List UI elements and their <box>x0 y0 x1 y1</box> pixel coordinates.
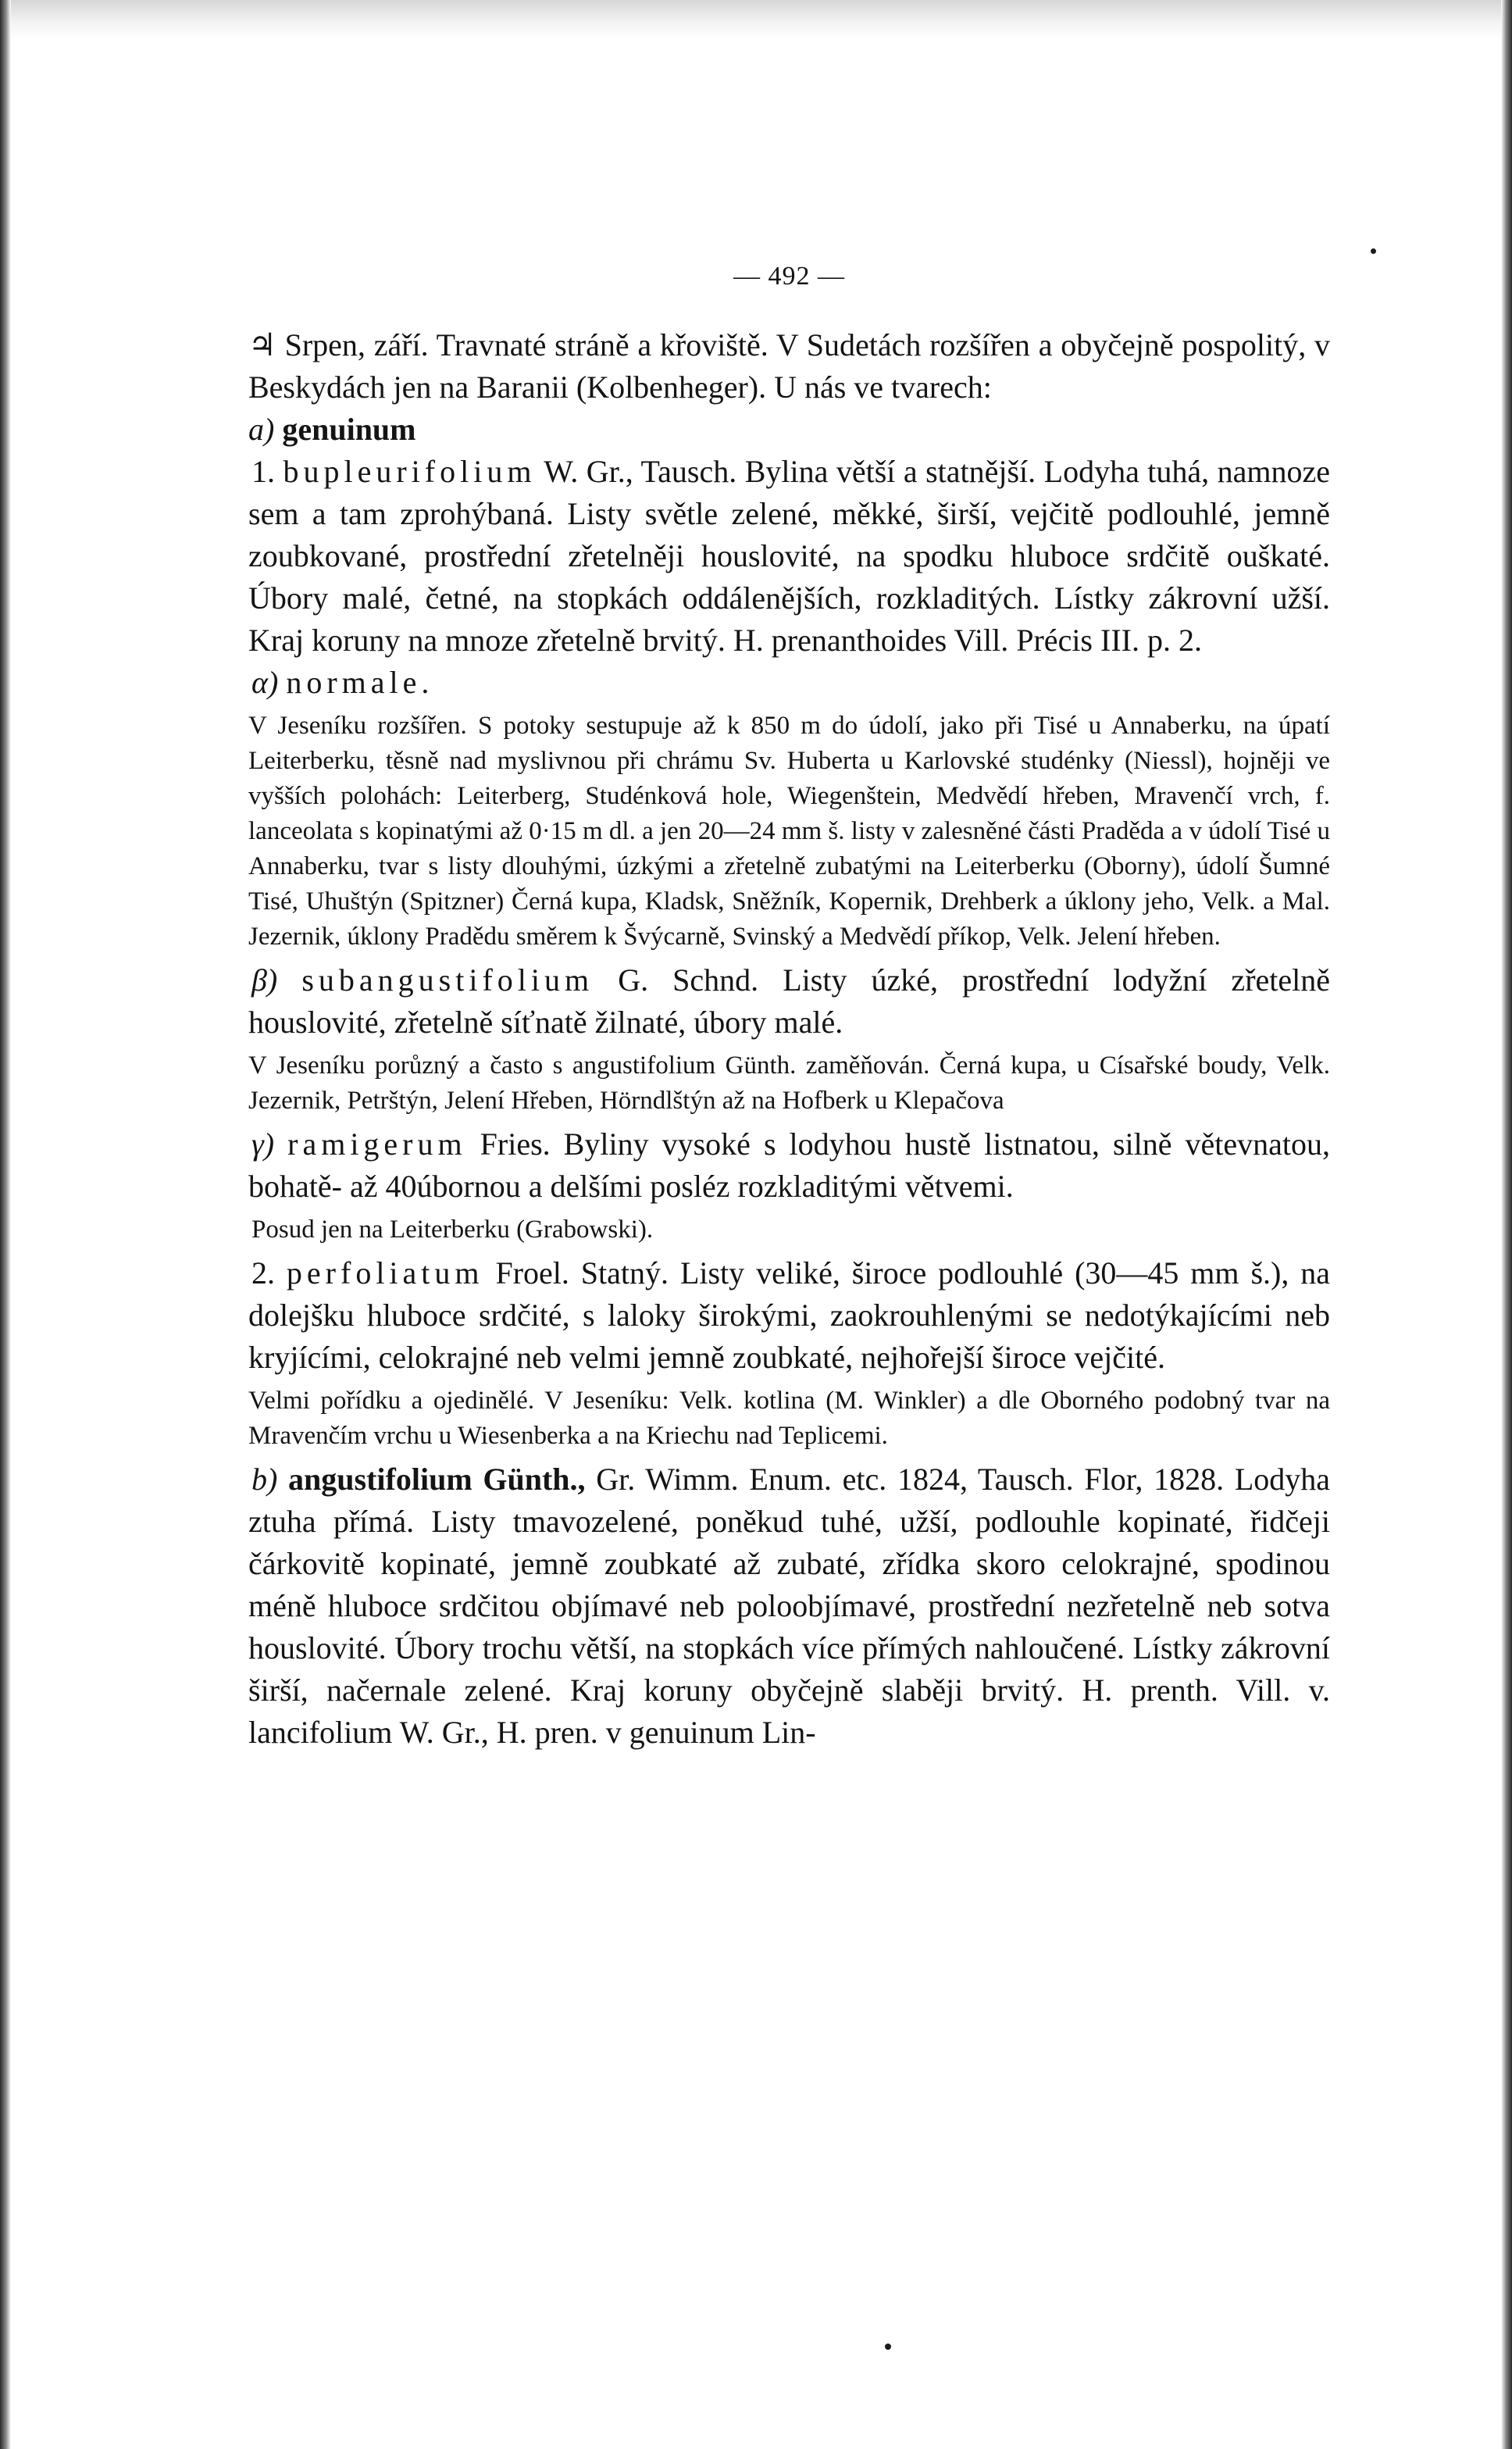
subform-beta-description <box>248 959 1330 1044</box>
subform-name: normale. <box>286 665 434 700</box>
form-text: Froel. Statný. Listy veliké, široce podlouhlé (30—45 mm š.), na dolejšku hluboce srdčité, s laloky širokými, zaokrouhlenými se nedotýkajícími neb kryjícími, celokrajné neb velmi jemně zoubkaté, nejhořejší široce vejčité. <box>248 1255 1331 1375</box>
variety-marker: b) <box>251 1462 278 1497</box>
subform-alpha-heading <box>248 662 1330 704</box>
subform-marker: α) <box>251 665 279 700</box>
subform-name: subangustifolium <box>301 962 594 998</box>
variety-name: angustifolium Günth., <box>288 1462 586 1497</box>
subform-marker: γ) <box>251 1126 275 1162</box>
subform-marker: β) <box>251 962 278 998</box>
scan-top-edge <box>0 0 1512 39</box>
variety-a-heading <box>248 409 1330 451</box>
scan-speck <box>885 2344 891 2350</box>
variety-marker: a) <box>248 412 275 447</box>
scan-speck <box>1371 248 1376 254</box>
locality-paragraph-form-2: Velmi pořídku a ojedinělé. V Jeseníku: Velk. kotlina (M. Winkler) a dle Oborného podobný tvar na Mravenčím vrchu u Wiesenberka a na Kriechu nad Teplicemi. <box>248 1387 1330 1450</box>
locality-paragraph-alpha: V Jeseníku rozšířen. S potoky sestupuje až k 850 m do údolí, jako při Tisé u Annaberku, na úpatí Leiterberku, těsně nad myslivnou při chrámu Sv. Huberta u Karlovské studénky (Niessl), hojněji ve vyšších polohách: Leiterberg, Studénková hole, Wiegenštein, Medvědí hřeben, Mravenčí vrch, f. lanceolata s kopinatými až 0·15 m dl. a jen 20—24 mm š. listy v zalesněné části Praděda a v údolí Tisé u Annaberku, tvar s listy dlouhými, úzkými a zřetelně zubatými na Leiterberku (Oborny), údolí Šumné Tisé, Uhuštýn (Spitzner) Černá kupa, Kladsk, Sněžník, Kopernik, Drehberk a úklony jeho, Velk. a Mal. Jezernik, úklony Pradědu směrem k Švýcarně, Svinský a Medvědí příkop, Velk. Jelení hřeben. <box>248 712 1330 951</box>
locality-paragraph-beta: V Jeseníku porůzný a často s angustifolium Günth. zaměňován. Černá kupa, u Císařské boudy, Velk. Jezernik, Petrštýn, Jelení Hřeben, Hörndlštýn až na Hofberk u Klepačova <box>248 1051 1330 1115</box>
form-1-description <box>248 451 1330 662</box>
book-page <box>248 262 1330 1754</box>
page-number: — 492 — <box>733 262 845 291</box>
form-text: W. Gr., Tausch. Bylina větší a statnější. Lodyha tuhá, namnoze sem a tam zprohýbaná. Listy světle zelené, měkké, širší, vejčitě podlouhlé, jemně zoubkované, prostřední zřetelněji houslovité, na spodku hluboce srdčitě ouškaté. Úbory malé, četné, na stopkách oddálenějších, rozkladitých. Lístky zákrovní užší. Kraj koruny na mnoze zřetelně brvitý. H. prenanthoides Vill. Précis III. p. 2. <box>248 454 1331 658</box>
form-name: bupleurifolium <box>283 454 537 489</box>
form-number: 2. <box>251 1255 275 1291</box>
paragraph-intro: ♃ Srpen, září. Travnaté stráně a křoviště. V Sudetách rozšířen a obyčejně pospolitý, v Beskydách jen na Baranii (Kolbenheger). U nás ve tvarech: <box>248 327 1330 405</box>
subform-gamma-description <box>248 1123 1330 1208</box>
form-2-description <box>248 1252 1330 1379</box>
scan-right-edge <box>1501 0 1512 2449</box>
variety-name: genuinum <box>282 412 416 447</box>
subform-text: G. Schnd. Listy úzké, prostřední lodyžní zřetelně houslovité, zřetelně síťnatě žilnaté, úbory malé. <box>248 962 1330 1040</box>
form-name: perfoliatum <box>286 1255 484 1291</box>
locality-paragraph-gamma: Posud jen na Leiterberku (Grabowski). <box>251 1216 654 1244</box>
subform-text: Fries. Byliny vysoké s lodyhou hustě listnatou, silně větevnatou, bohatě- až 40úbornou a delšími posléz rozkladitými větvemi. <box>248 1126 1331 1204</box>
variety-text: Gr. Wimm. Enum. etc. 1824, Tausch. Flor, 1828. Lodyha ztuha přímá. Listy tmavozelené, poněkud tuhé, užší, podlouhle kopinaté, řidčeji čárkovitě kopinaté, jemně zoubkaté až zubaté, zřídka skoro celokrajné, spodinou méně hluboce srdčitou objímavé neb poloobjímavé, prostřední nezřetelně neb sotva houslovité. Úbory trochu větší, na stopkách více přímých nahloučené. Lístky zákrovní širší, načernale zelené. Kraj koruny obyčejně slaběji brvitý. H. prenth. Vill. v. lancifolium W. Gr., H. pren. v genuinum Lin- <box>248 1462 1331 1750</box>
form-number: 1. <box>251 454 275 489</box>
variety-b-description <box>248 1458 1330 1754</box>
subform-name: ramigerum <box>287 1126 467 1162</box>
scan-left-edge <box>0 0 11 2449</box>
